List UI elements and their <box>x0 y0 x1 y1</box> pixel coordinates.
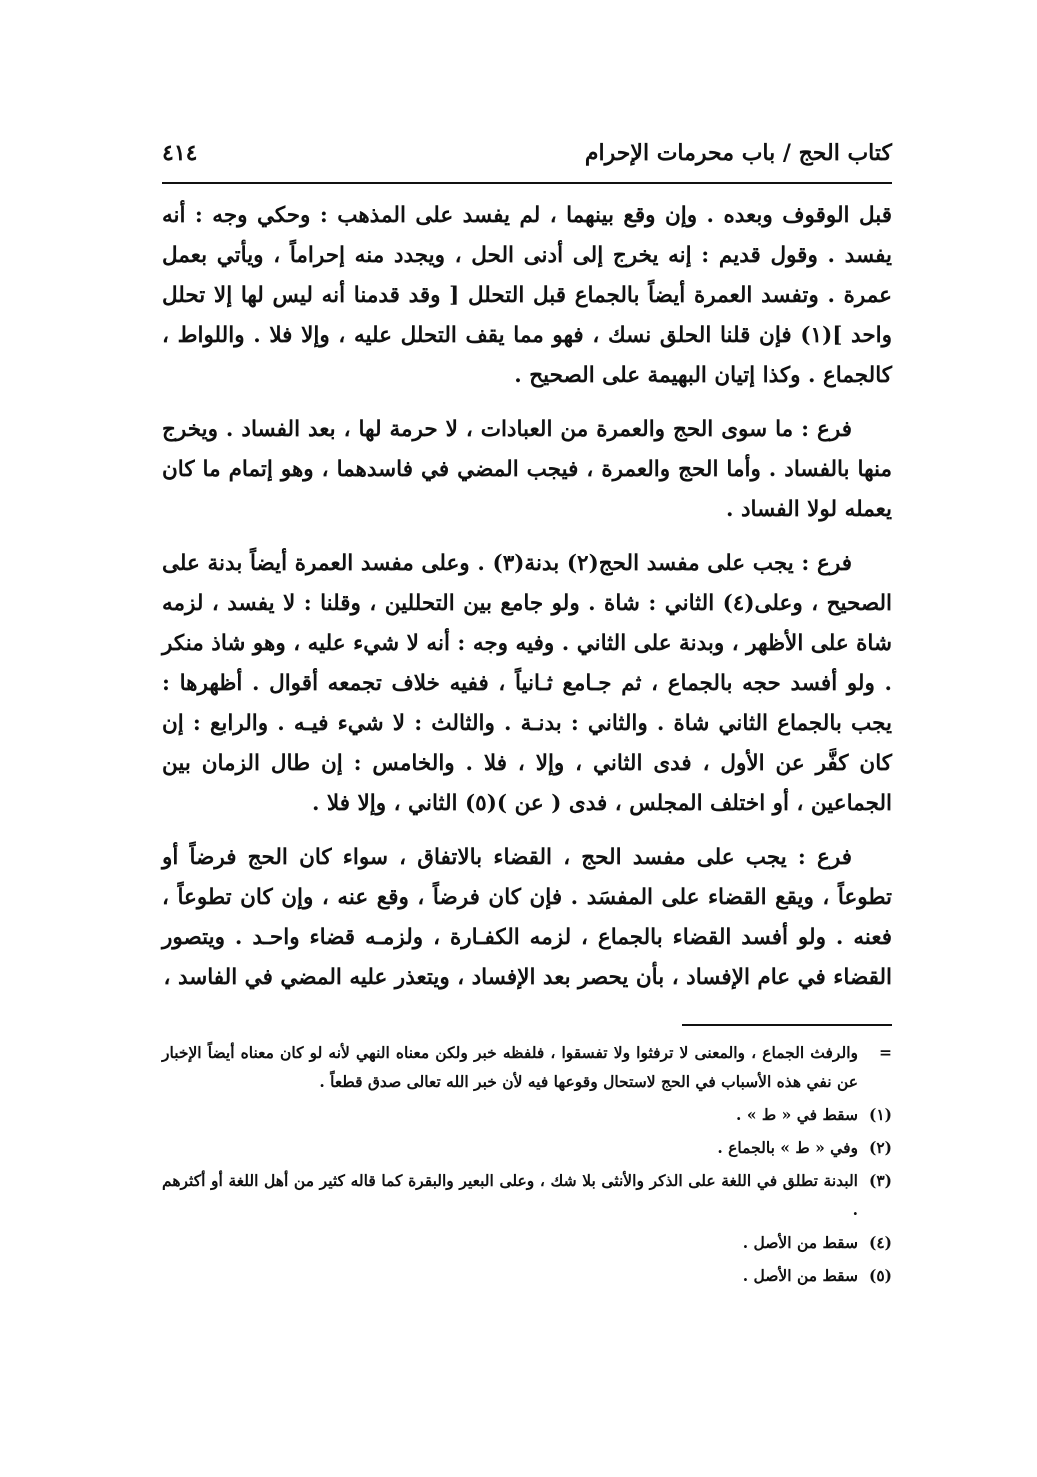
paragraph-4: فرع : يجب على مفسد الحج ، القضاء بالاتفاق ، سواء كان الحج فرضاً أو تطوعاً ، ويقع القضاء على المفسَد . فإن كان فرضاً ، وقع عنه ، وإن كان تطوعاً ، فعنه . ولو أفسد القضاء بالجماع ، لزمه الكفـارة ، ولزمـه قضاء واحـد . ويتصور القضاء في عام الإفساد ، بأن يحصر بعد الإفساد ، ويتعذر عليه المضي في الفاسد ، <box>162 845 892 990</box>
footnote-text: وفي « ط » بالجماع . <box>717 1138 858 1157</box>
footnote-marker: (٤) <box>868 1233 892 1252</box>
page-header <box>162 128 892 178</box>
footnote-marker: (٥) <box>868 1266 892 1285</box>
footnotes <box>162 1038 892 1294</box>
footnote-1 <box>162 1100 892 1129</box>
page-number: ٤١٤ <box>162 140 198 166</box>
footnote-text: سقط من الأصل . <box>742 1233 858 1252</box>
footnote-text: والرفث الجماع ، والمعنى لا ترفثوا ولا تفسقوا ، فلفظه خبر ولكن معناه النهي لأنه لو كان معناه أيضاً الإخبار عن نفي هذه الأسباب في الحج لاستحال وقوعها فيه لأن خبر الله تعالى صدق قطعاً . <box>162 1043 858 1091</box>
paragraph-2: فرع : ما سوى الحج والعمرة من العبادات ، لا حرمة لها ، بعد الفساد . ويخرج منها بالفساد . وأما الحج والعمرة ، فيجب المضي في فاسدهما ، وهو إتمام ما كان يعمله لولا الفساد . <box>162 417 892 522</box>
running-title: كتاب الحج / باب محرمات الإحرام <box>584 140 892 166</box>
footnote-marker: (٣) <box>868 1171 892 1190</box>
footnote-marker: (١) <box>868 1105 892 1124</box>
book-page <box>162 118 892 1448</box>
footnote-text: البدنة تطلق في اللغة على الذكر والأنثى بلا شك ، وعلى البعير والبقرة كما قاله كثير من أهل اللغة أو أكثرهم . <box>162 1171 858 1219</box>
footnote-3 <box>162 1166 892 1224</box>
header-rule <box>162 182 892 184</box>
footnote-continued <box>162 1038 892 1096</box>
footnote-rule <box>682 1024 892 1026</box>
footnote-text: سقط من الأصل . <box>742 1266 858 1285</box>
footnote-5 <box>162 1261 892 1290</box>
footnote-text: سقط في « ط » . <box>736 1105 858 1124</box>
paragraph-3: فرع : يجب على مفسد الحج(٢) بدنة(٣) . وعلى مفسد العمرة أيضاً بدنة على الصحيح ، وعلى(٤) الثاني : شاة . ولو جامع بين التحللين ، وقلنا : لا يفسد ، لزمه شاة على الأظهر ، وبدنة على الثاني . وفيه وجه : أنه لا شيء عليه ، وهو شاذ منكر . ولو أفسد حجه بالجماع ، ثم جـامع ثـانياً ، ففيه خلاف تجمعه أقوال . أظهرها : يجب بالجماع الثاني شاة . والثاني : بدنـة . والثالث : لا شيء فيـه . والرابع : إن كان كفَّر عن الأول ، فدى الثاني ، وإلا ، فلا . والخامس : إن طال الزمان بين الجماعين ، أو اختلف المجلس ، فدى ( عن )(٥) الثاني ، وإلا فلا . <box>162 551 892 816</box>
paragraph-1: قبل الوقوف وبعده . وإن وقع بينهما ، لم يفسد على المذهب : وحكي وجه : أنه يفسد . وقول قديم : إنه يخرج إلى أدنى الحل ، ويجدد منه إحراماً ، ويأتي بعمل عمرة . وتفسد العمرة أيضاً بالجماع قبل التحلل [ وقد قدمنا أنه ليس لها إلا تحلل واحد ](١) فإن قلنا الحلق نسك ، فهو مما يقف التحلل عليه ، وإلا فلا . واللواط ، كالجماع . وكذا إتيان البهيمة على الصحيح . <box>162 203 892 388</box>
footnote-marker: = <box>879 1043 892 1062</box>
footnote-2 <box>162 1133 892 1162</box>
footnote-4 <box>162 1228 892 1257</box>
main-text <box>162 196 892 1012</box>
footnote-marker: (٢) <box>868 1138 892 1157</box>
